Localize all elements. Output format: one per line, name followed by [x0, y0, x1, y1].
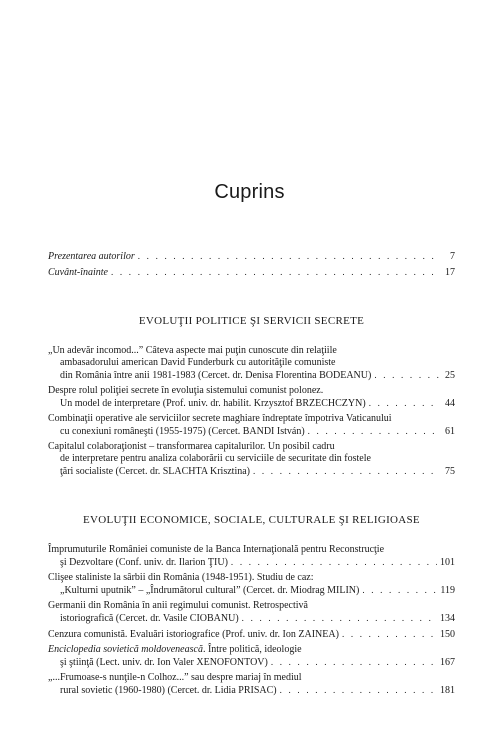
toc-page-number: 17: [445, 267, 455, 278]
toc-entry-label: Cuvânt-înainte: [48, 267, 108, 278]
toc-page-number: 75: [445, 466, 455, 477]
toc-entry-line: din România între anii 1981-1983 (Cercet. dr. Denisa Florentina BODEANU): [60, 370, 372, 381]
table-of-contents: [48, 250, 455, 700]
toc-page-number: 61: [445, 426, 455, 437]
toc-entry-line: de interpretare pentru analiza colaborării cu serviciile de securitate din fostele: [60, 453, 371, 464]
dot-leader: [231, 556, 437, 568]
toc-entry-label: Prezentarea autorilor: [48, 251, 135, 262]
dot-leader: [280, 684, 437, 696]
dot-leader: [242, 612, 437, 624]
toc-entry-line: Despre rolul poliţiei secrete în evoluţia sistemului comunist polonez.: [48, 385, 324, 396]
dot-leader: [342, 628, 437, 640]
toc-entry-line: Germanii din România în anii regimului comunist. Retrospectivă: [48, 600, 308, 611]
toc-entry[interactable]: [48, 628, 455, 641]
toc-entry-line: şi ştiinţă (Lect. univ. dr. Ion Valer XENOFONTOV): [60, 657, 268, 668]
toc-entry-line: ambasadorului american David Funderburk cu autorităţile comuniste: [60, 357, 336, 368]
dot-leader: [111, 266, 440, 278]
toc-page-number: 25: [445, 370, 455, 381]
toc-entry[interactable]: [48, 644, 455, 669]
dot-leader: [362, 584, 437, 596]
dot-leader: [374, 369, 440, 381]
toc-entry-front-1[interactable]: [48, 266, 455, 279]
toc-page-number: 7: [450, 251, 455, 262]
dot-leader: [253, 465, 440, 477]
toc-entry[interactable]: [48, 544, 455, 569]
toc-entry-line: „Un adevăr incomod...” Câteva aspecte mai puţin cunoscute din relaţiile: [48, 345, 337, 356]
toc-entry[interactable]: [48, 600, 455, 625]
toc-entry-line: Clişee staliniste la sârbii din România (1948-1951). Studiu de caz:: [48, 572, 314, 583]
dot-leader: [271, 656, 437, 668]
toc-entry-line: şi Dezvoltare (Conf. univ. dr. Ilarion ŢIU): [60, 557, 228, 568]
toc-entry-line: ţări socialiste (Cercet. dr. SLACHTA Krisztina): [60, 466, 250, 477]
toc-entry-line: Împrumuturile României comuniste de la Banca Internaţională pentru Reconstrucţie: [48, 544, 385, 555]
toc-entry-front-0[interactable]: [48, 250, 455, 263]
section-heading-economic: EVOLUŢII ECONOMICE, SOCIALE, CULTURALE ŞI RELIGIOASE: [83, 514, 420, 526]
toc-page-number: 181: [440, 685, 455, 696]
toc-page-number: 134: [440, 613, 455, 624]
toc-entry-line: Combinaţii operative ale serviciilor secrete maghiare îndreptate împotriva Vaticanului: [48, 413, 392, 424]
toc-page-number: 119: [440, 585, 455, 596]
toc-entry-line: [48, 644, 455, 656]
dot-leader: [138, 250, 440, 262]
toc-entry-line: „...Frumoase-s nunţile-n Colhoz...” sau despre mariaj în mediul: [48, 672, 302, 683]
page-title: Cuprins: [214, 181, 285, 203]
toc-entry[interactable]: [48, 385, 455, 410]
toc-entry-line: Un model de interpretare (Prof. univ. dr. habilit. Krzysztof BRZECHCZYN): [60, 398, 366, 409]
toc-page-number: 150: [440, 629, 455, 640]
toc-entry-line: Capitalul colaboraţionist – transformarea capitalurilor. Un posibil cadru: [48, 441, 335, 452]
toc-entry-line: Cenzura comunistă. Evaluări istoriografice (Prof. univ. dr. Ion ZAINEA): [48, 629, 339, 640]
toc-page-number: 44: [445, 398, 455, 409]
toc-entry-italic-title: Enciclopedia sovietică moldovenească: [48, 644, 203, 655]
toc-entry-line: rural sovietic (1960-1980) (Cercet. dr. Lidia PRISAC): [60, 685, 277, 696]
toc-entry-line: istoriografică (Cercet. dr. Vasile CIOBANU): [60, 613, 239, 624]
toc-entry[interactable]: [48, 572, 455, 597]
toc-entry-line: „Kulturni uputnik” – „Îndrumătorul cultural” (Cercet. dr. Miodrag MILIN): [60, 585, 360, 596]
toc-entry-line: cu conexiuni româneşti (1955-1975) (Cercet. BANDI István): [60, 426, 305, 437]
toc-entry[interactable]: [48, 413, 455, 438]
toc-entry[interactable]: [48, 441, 455, 478]
dot-leader: [369, 397, 440, 409]
toc-entry-line-rest: . Între politică, ideologie: [202, 644, 302, 655]
dot-leader: [308, 425, 440, 437]
toc-page-number: 101: [440, 557, 455, 568]
section-heading-political: EVOLUŢII POLITICE ŞI SERVICII SECRETE: [138, 315, 365, 327]
toc-entry[interactable]: [48, 345, 455, 382]
toc-page-number: 167: [440, 657, 455, 668]
toc-entry[interactable]: [48, 672, 455, 697]
